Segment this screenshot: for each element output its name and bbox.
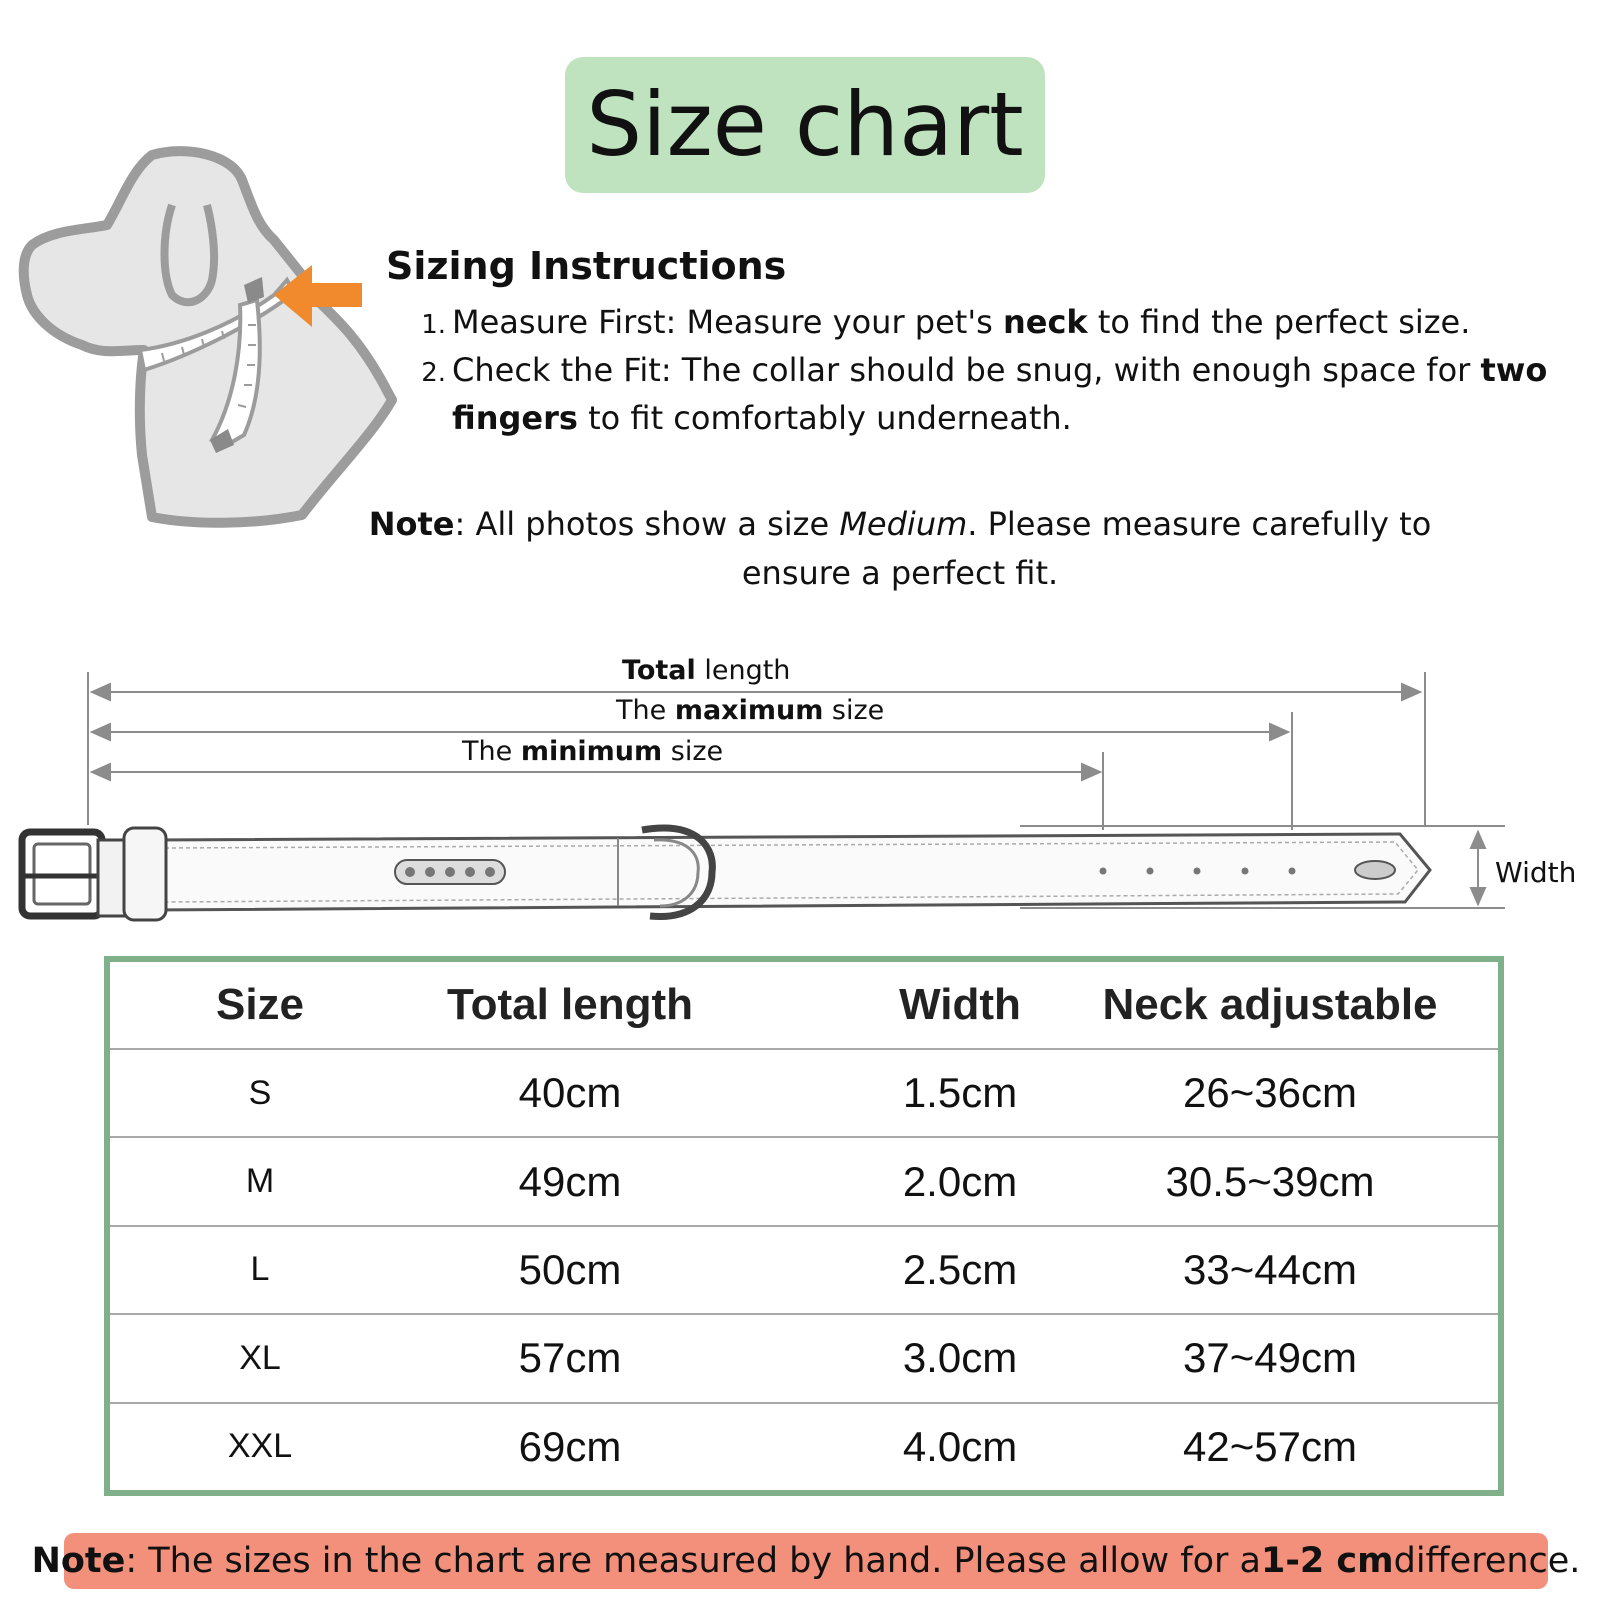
instructions-heading: Sizing Instructions	[386, 244, 787, 288]
table-header-row	[110, 962, 1498, 1048]
table-cell: 49cm	[518, 1157, 622, 1205]
table-cell: S	[248, 1073, 272, 1112]
table-cell: 33~44cm	[1183, 1245, 1357, 1293]
instruction-item-2: 2. Check the Fit: The collar should be snug, with enough space for two	[418, 346, 1547, 397]
column-header: Width	[899, 980, 1021, 1029]
table-row	[110, 1136, 1498, 1224]
column-header: Total length	[446, 980, 694, 1029]
table-cell: 57cm	[518, 1334, 622, 1382]
table-cell: 30.5~39cm	[1165, 1157, 1375, 1205]
instruction-item-1: 1. Measure First: Measure your pet's neck to find the perfect size.	[418, 298, 1470, 349]
instruction-item-2-continued: fingers to fit comfortably underneath.	[452, 399, 1072, 437]
table-cell: XXL	[227, 1427, 293, 1466]
maximum-size-label: The maximum size	[616, 695, 885, 726]
column-header: Size	[215, 980, 305, 1029]
table-cell: 26~36cm	[1183, 1069, 1357, 1117]
minimum-size-label: The minimum size	[462, 736, 724, 767]
table-row	[110, 1225, 1498, 1313]
photo-size-note: Note: All photos show a size Medium. Please measure carefully to ensure a perfect fit.	[368, 505, 1432, 592]
table-cell: 2.0cm	[902, 1157, 1018, 1205]
width-label: Width	[1495, 856, 1577, 889]
total-length-label: Total length	[622, 655, 791, 686]
table-cell: 37~49cm	[1183, 1334, 1357, 1382]
table-cell: 3.0cm	[902, 1334, 1018, 1382]
table-row	[110, 1048, 1498, 1136]
table-row	[110, 1313, 1498, 1401]
table-row	[110, 1402, 1498, 1490]
page-title: Size chart	[586, 73, 1024, 176]
table-cell: M	[245, 1162, 275, 1201]
table-cell: 4.0cm	[902, 1422, 1018, 1470]
table-cell: 2.5cm	[902, 1245, 1018, 1293]
table-cell: 42~57cm	[1183, 1422, 1357, 1470]
list-number: 1.	[421, 310, 446, 340]
list-number: 2.	[421, 358, 446, 388]
table-cell: 1.5cm	[902, 1069, 1018, 1117]
table-cell: 50cm	[518, 1245, 622, 1293]
table-cell: XL	[239, 1338, 281, 1377]
measurement-note: Note : The sizes in the chart are measured by hand. Please allow for a 1-2 cm difference.	[64, 1533, 1548, 1589]
table-cell: 69cm	[518, 1422, 622, 1470]
collar-diagram	[0, 650, 1600, 930]
size-table	[104, 956, 1504, 1496]
dog-neck-measure-icon	[12, 145, 412, 545]
title-banner	[565, 57, 1045, 193]
table-cell: 40cm	[518, 1069, 622, 1117]
column-header: Neck adjustable	[1102, 980, 1438, 1029]
table-cell: L	[250, 1250, 270, 1289]
